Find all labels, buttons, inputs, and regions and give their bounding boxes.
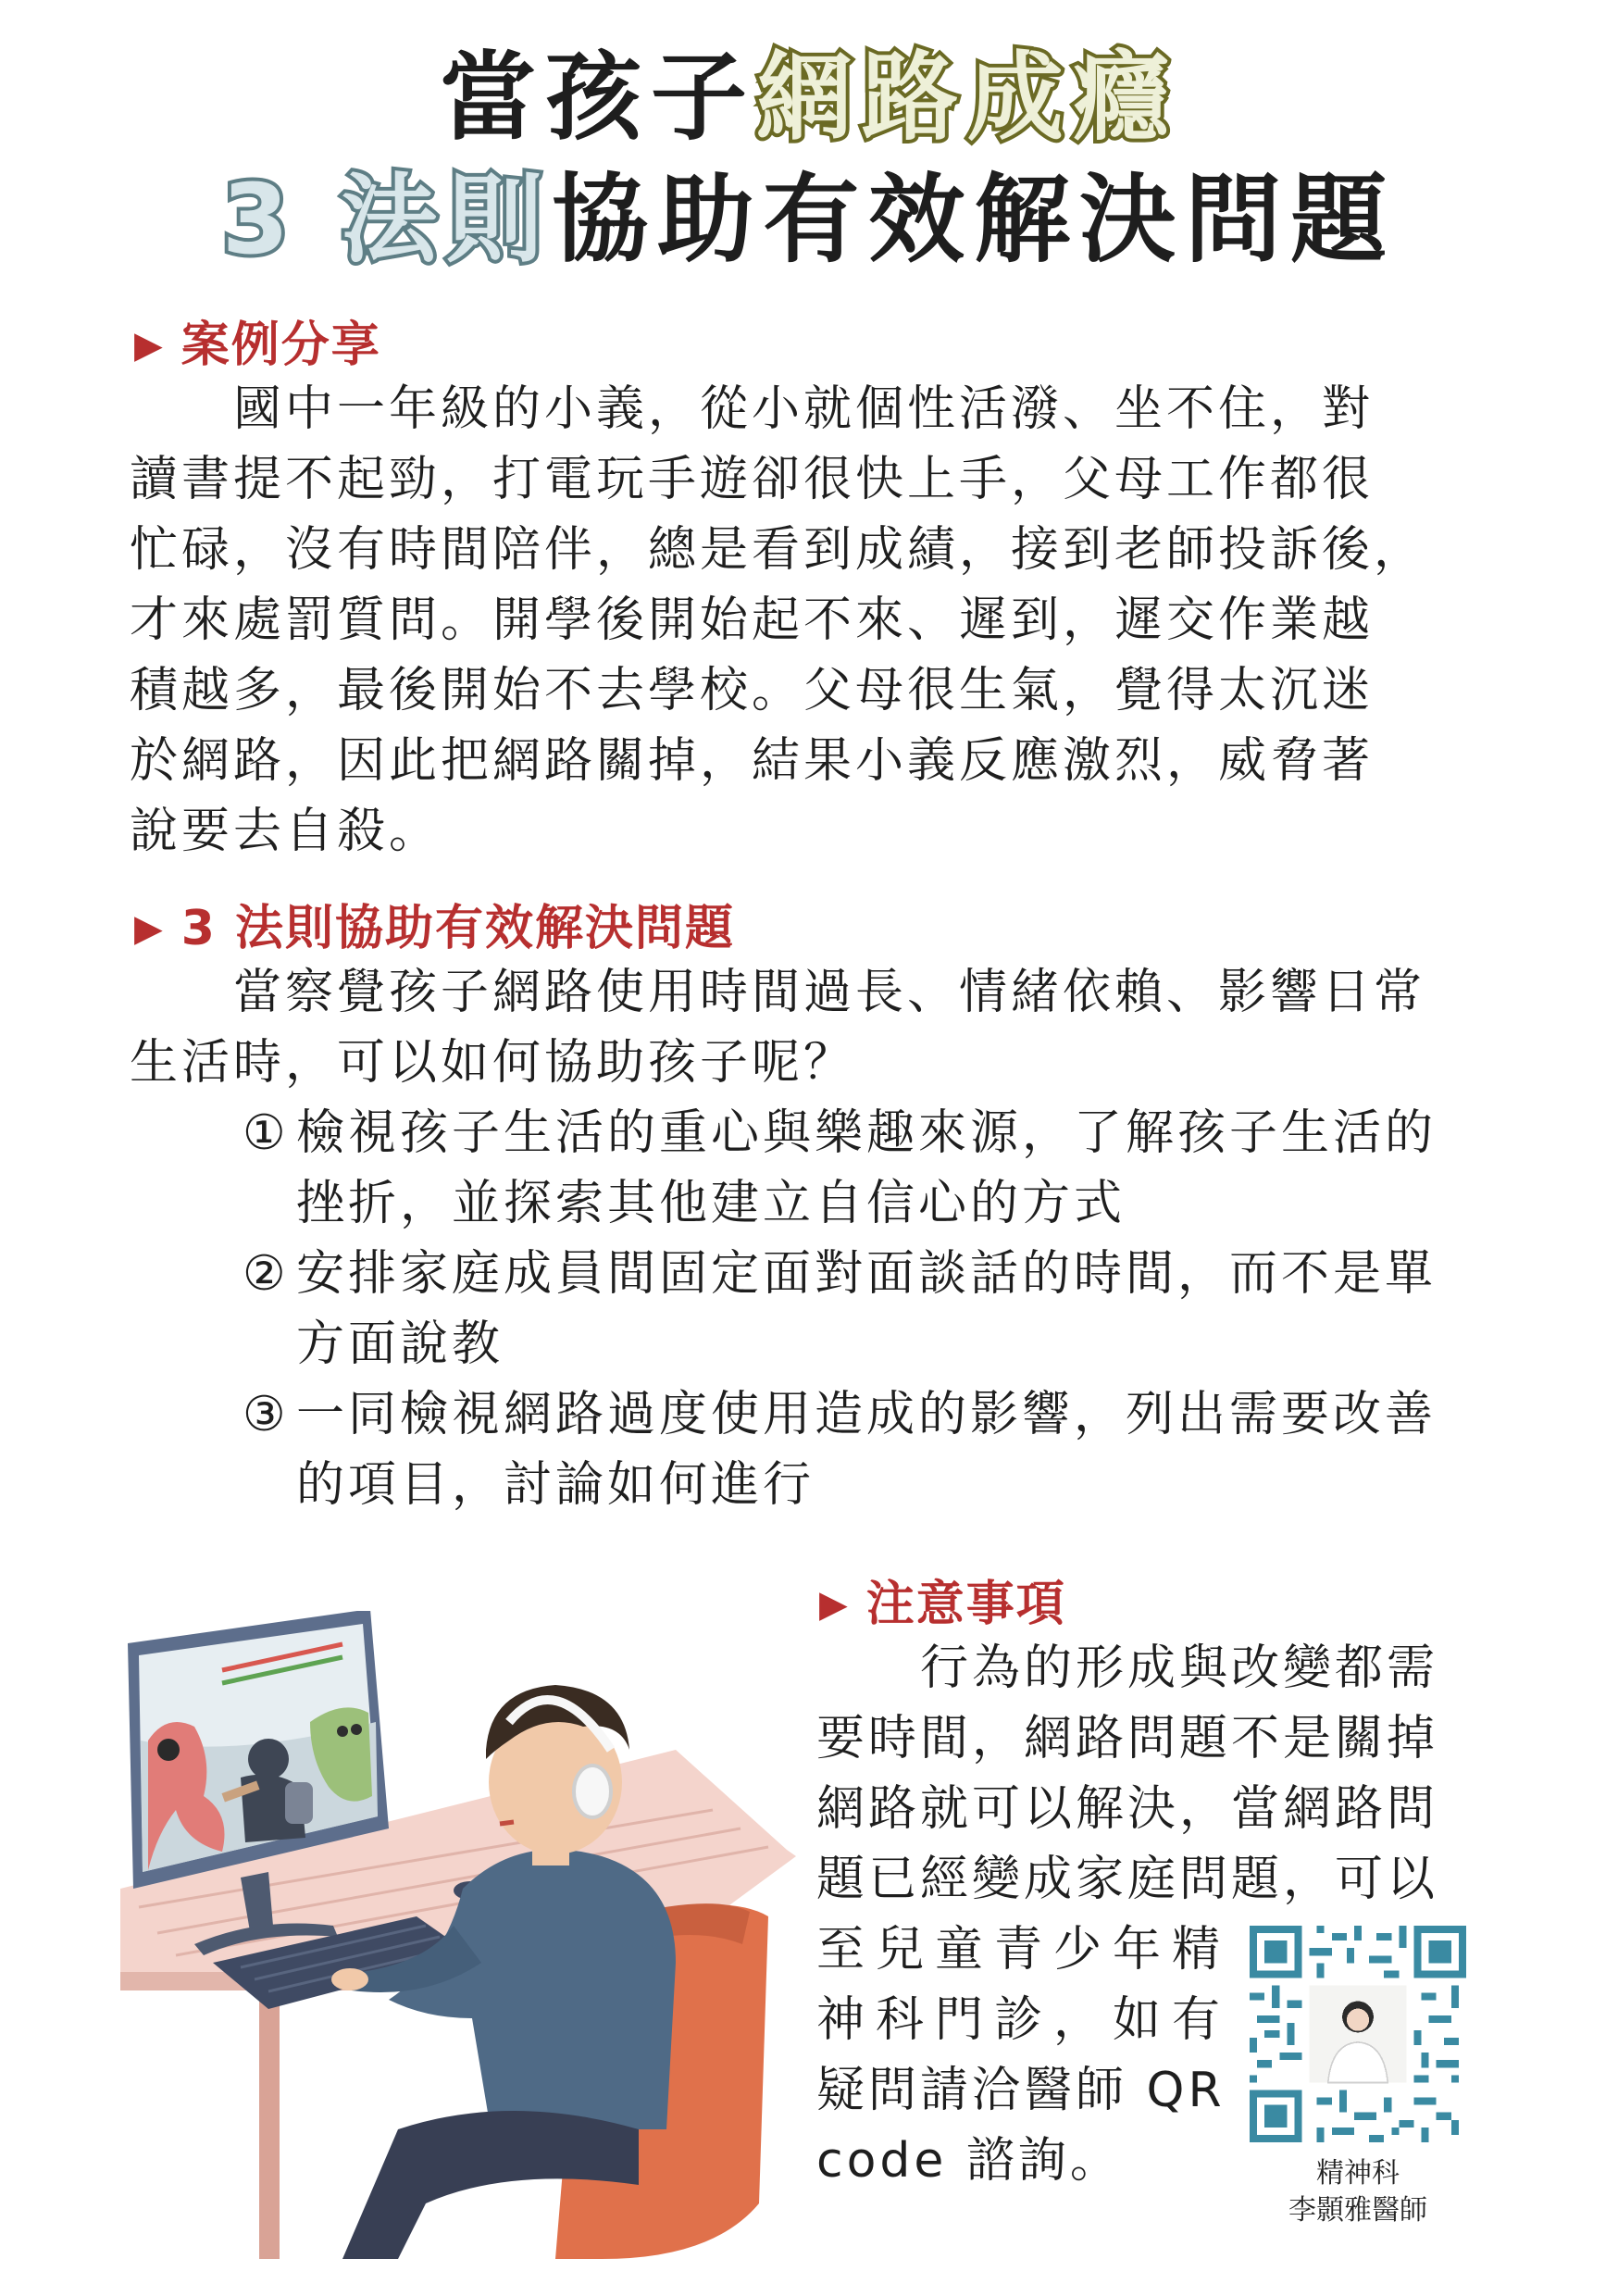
case-line: 國中一年級的小義，從小就個性活潑、坐不住，對 [130,381,1375,437]
notes-heading-label: 注意事項 [865,1577,1066,1632]
rule-text: 方面說教 [296,1316,504,1372]
rule-item-2 [243,1239,1437,1379]
notes-line: 要時間，網路問題不是關掉 [816,1711,1439,1766]
rule-item-1 [243,1098,1437,1239]
rules-heading [134,889,735,958]
title-prefix: 當孩子 [439,41,756,154]
case-line: 積越多，最後開始不去學校。父母很生氣，覺得太沉迷 [130,663,1375,718]
title-highlight-rules: 3 法則 [221,163,553,276]
rule-text: 檢視孩子生活的重心與樂趣來源，了解孩子生活的 [296,1105,1438,1161]
rules-heading-label: 3 法則協助有效解決問題 [180,901,736,956]
rule-number: ② [243,1246,290,1302]
rule-text: 的項目，討論如何進行 [296,1457,815,1513]
case-heading [134,306,381,375]
rule-item-3 [243,1379,1437,1520]
notes-line: code 諮詢。 [816,2133,1122,2189]
case-line: 忙碌，沒有時間陪伴，總是看到成績，接到老師投訴後， [130,522,1426,578]
notes-line: 網路就可以解決，當網路問 [816,1781,1439,1837]
qr-caption-doctor: 李顥雅醫師 [1288,2194,1427,2227]
case-line: 讀書提不起勁，打電玩手遊卻很快上手，父母工作都很 [130,452,1375,507]
triangle-right-icon: ▶ [134,324,165,367]
notes-line: 神科門診，如有 [816,1992,1232,2048]
case-line: 才來處罰質問。開學後開始起不來、遲到，遲交作業越 [130,593,1375,648]
triangle-right-icon: ▶ [134,907,165,950]
rule-number: ① [243,1105,290,1161]
rule-text: 一同檢視網路過度使用造成的影響，列出需要改善 [296,1387,1438,1442]
notes-line: 題已經變成家庭問題，可以 [816,1852,1439,1907]
notes-line: 行為的形成與改變都需 [816,1641,1439,1696]
title-line-1 [0,43,1618,154]
teen-gaming-at-computer-illustration [120,1611,796,2259]
title-suffix: 協助有效解決問題 [552,163,1397,276]
rule-number: ③ [243,1387,290,1442]
qr-caption-department: 精神科 [1316,2157,1400,2190]
title-line-2 [0,165,1618,276]
case-line: 說要去自殺。 [130,804,442,859]
notes-heading [819,1565,1066,1634]
qr-code-with-doctor-photo[interactable] [1250,1926,1466,2142]
title-highlight-addiction: 網路成癮 [756,41,1179,154]
rule-text: 安排家庭成員間固定面對面談話的時間，而不是單 [296,1246,1438,1302]
triangle-right-icon: ▶ [819,1583,850,1626]
case-line: 於網路，因此把網路關掉，結果小義反應激烈，威脅著 [130,733,1375,789]
rules-intro-line: 生活時，可以如何協助孩子呢？ [130,1035,856,1091]
case-paragraph [130,374,1425,867]
notes-line: 至兒童青少年精 [816,1922,1232,1978]
notes-line: 疑問請洽醫師 QR [816,2063,1226,2118]
case-heading-label: 案例分享 [180,318,381,373]
rules-intro-line: 當察覺孩子網路使用時間過長、情緒依賴、影響日常 [130,965,1426,1020]
rule-text: 挫折，並探索其他建立自信心的方式 [296,1176,1126,1231]
rules-intro [130,957,1425,1098]
